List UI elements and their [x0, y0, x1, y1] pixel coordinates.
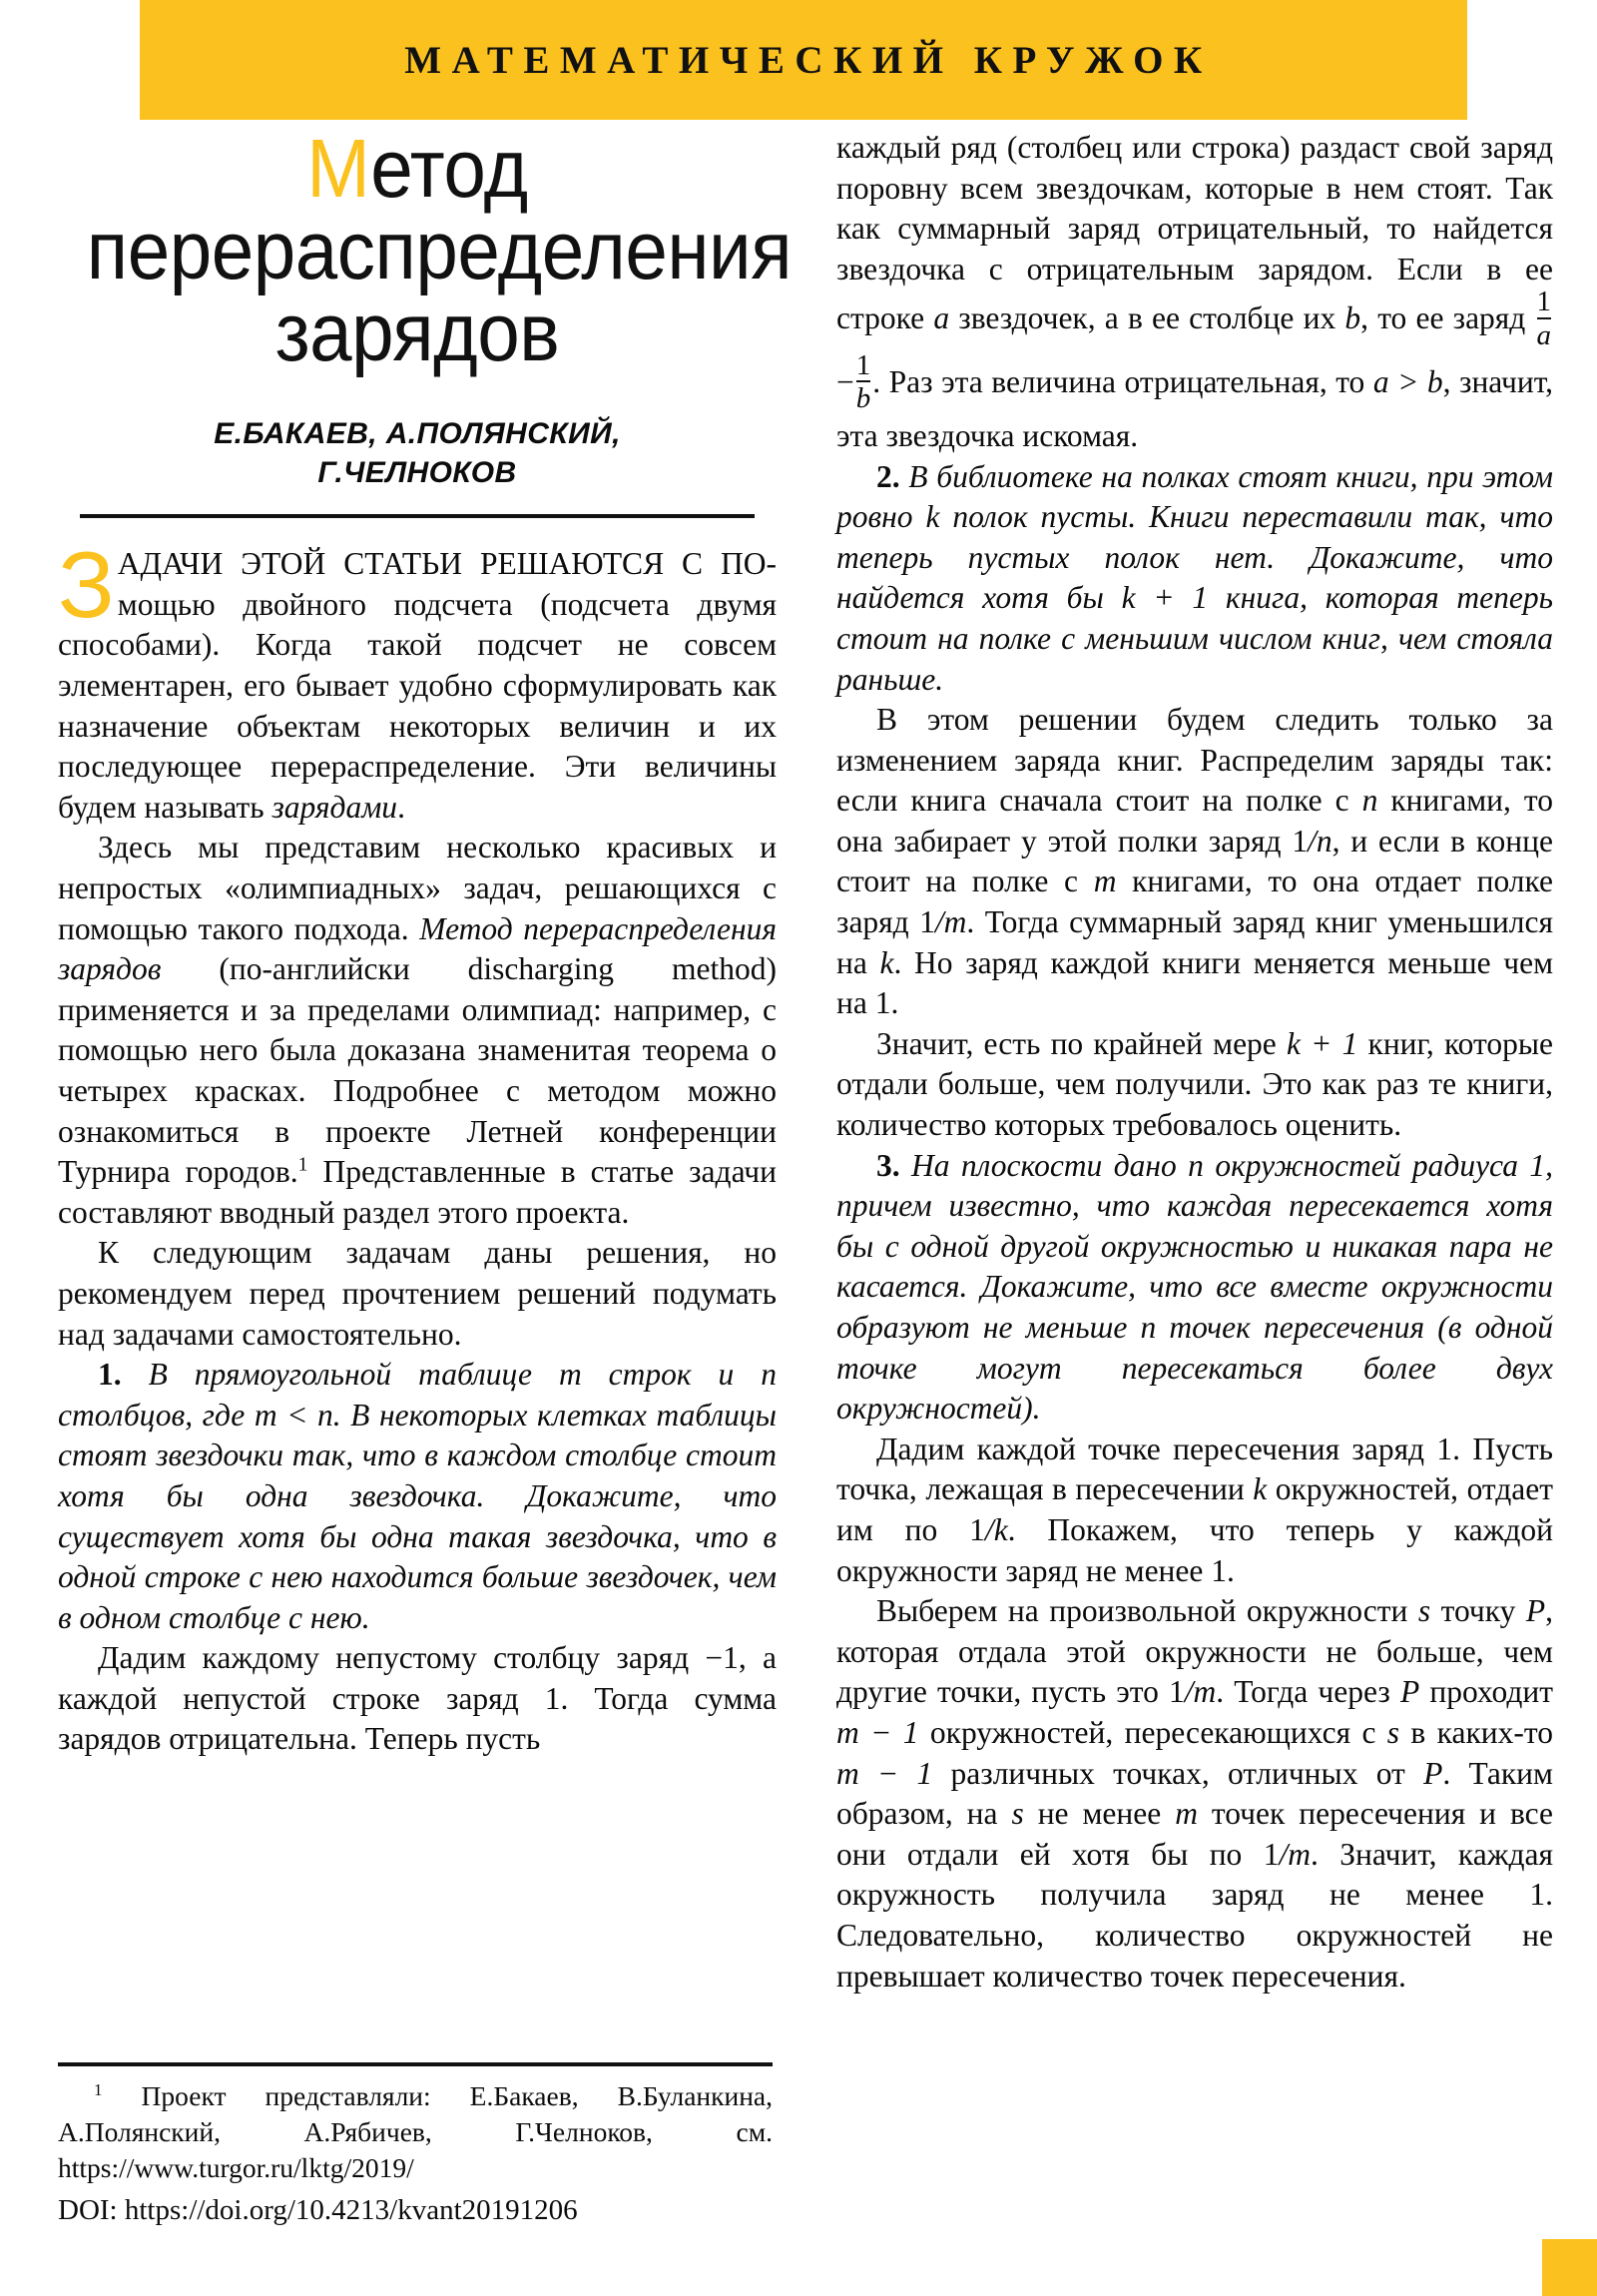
r1-inequality-2: a > b — [1372, 363, 1443, 399]
s3d-h: различных точках, отличных от — [932, 1755, 1424, 1791]
p2-part2: (по-английски discharging method) применяется и за пределами олимпиад: например, с помощью него была доказана знаменитая теорема о четырех красках. Подробнее с методом можно ознакомиться в проекте Летней конференции Турнира городов. — [58, 951, 777, 1190]
problem-1-text-b: строк и — [581, 1357, 762, 1393]
s3d-i: . Таким образом, на — [836, 1755, 1553, 1832]
doi-url[interactable]: https://doi.org/10.4213/kvant20191206 — [124, 2194, 578, 2226]
s2-var-m: m — [1093, 863, 1117, 899]
problem-3-number: 3. — [876, 1147, 900, 1183]
intro-paragraph — [58, 532, 777, 828]
p2-part1: Здесь мы представим несколько красивых и непростых «олимпиадных» задач, решающихся с помощью такого подхода. — [58, 830, 777, 946]
paragraph-3: К следующим задачам даны решения, но рекомендуем перед прочтением решений подумать над задачами самостоятельно. — [58, 1235, 777, 1352]
s3-var-s-2: s — [1386, 1714, 1400, 1750]
drop-cap: З — [58, 532, 115, 638]
s2-d: книгами, то она отдает полке заряд — [836, 863, 1553, 940]
s3d-e: проходит — [1419, 1674, 1553, 1710]
article-title — [86, 122, 793, 379]
intro-smallcaps: АДАЧИ ЭТОЙ СТАТЬИ РЕШАЮТСЯ С ПО- — [117, 546, 777, 582]
s3d-k: точек пересечения и все они отдали ей хотя бы по — [836, 1796, 1553, 1872]
fraction-1-over-k: 1/k — [969, 1511, 1008, 1547]
r1-var-a: a — [933, 300, 950, 336]
authors-line-2: Г.ЧЕЛНОКОВ — [317, 455, 517, 489]
s3-var-s: s — [1417, 1593, 1431, 1629]
s2g-expr: k + 1 — [1286, 1025, 1358, 1061]
s2-b: книгами, то она забирает у этой полки заряд — [836, 783, 1554, 859]
problem-2-text-c: книга, которая теперь стоит на полке с меньшим числом книг, чем стояла раньше. — [836, 580, 1553, 697]
s3-a: Дадим каждой точке пересечения заряд 1. Пусть точка, лежащая в пересечении — [836, 1431, 1553, 1507]
doi-line — [58, 2192, 773, 2228]
solution-2-paragraph-2 — [836, 1024, 1553, 1146]
s2-f: . Но заряд каждой книги меняется меньше чем на 1. — [836, 944, 1553, 1021]
s3-var-s-3: s — [1011, 1796, 1024, 1832]
fraction-minus-sign: − — [836, 363, 854, 399]
problem-2-expr-k-plus-1: k + 1 — [1121, 580, 1209, 616]
title-dropcap-letter: М — [306, 122, 371, 215]
problem-3 — [836, 1146, 1553, 1430]
problem-1-text-d: . В некоторых клетках таблицы стоят звездочки так, что в каждом столбце стоит хотя бы одна звездочка. Докажите, что существует хотя бы одна такая звездочка, что в одной строке с нею находится больше звездочек, чем в одном столбце с нею. — [58, 1397, 777, 1635]
right-paragraph-1 — [836, 128, 1553, 457]
footnote — [58, 2078, 773, 2186]
title-divider — [80, 514, 755, 518]
left-column — [58, 0, 793, 1760]
problem-2-number: 2. — [876, 458, 900, 494]
problem-3-var-n-2: n — [1140, 1310, 1157, 1345]
s3-expr-m-minus-1: m − 1 — [836, 1714, 919, 1750]
s3-point-P-3: P — [1423, 1755, 1443, 1791]
s3d-b: точку — [1430, 1593, 1526, 1629]
intro-italic-term: зарядами — [271, 789, 398, 825]
r1-part-e: , значит, эта звездочка искомая. — [836, 363, 1553, 453]
s3-var-m-2: m — [1175, 1796, 1198, 1832]
title-line-1-rest: етод — [370, 122, 528, 215]
solution-2-paragraph-1 — [836, 700, 1553, 1024]
fraction-1-over-n: 1/n — [1292, 823, 1332, 859]
problem-1-number: 1. — [98, 1357, 122, 1393]
s3d-l: . Значит, каждая окружность получила заряд не менее 1. Следовательно, количество окружностей не превышает количество точек пересечения. — [836, 1836, 1553, 1994]
footnote-text: Проект представляли: Е.Бакаев, В.Буланкина, А.Полянский, А.Рябичев, Г.Челноков, см. https://www.turgor.ru/lktg/2019/ — [58, 2080, 773, 2183]
problem-2-var-k: k — [925, 499, 940, 535]
s3-expr-m-minus-1-b: m − 1 — [836, 1755, 933, 1791]
s2-c: , и если в конце стоит на полке с — [836, 823, 1553, 899]
problem-2-text-b: полок пусты. Книги переставили так, что теперь пустых полок нет. Докажите, что найдется хотя бы — [836, 499, 1553, 616]
footnote-divider — [58, 2062, 773, 2066]
intro-rest: мощью двойного подсчета (подсчета двумя способами). Когда такой подсчет не совсем элементарен, его бывает удобно сформулировать как назначение объектам некоторых величин и их последующее перераспределение. Эти величины будем называть — [58, 586, 777, 825]
s2g-b: книг, которые отдали больше, чем получили. Это как раз те книги, количество которых требовалось оценить. — [836, 1025, 1553, 1143]
s3d-a: Выберем на произвольной окружности — [876, 1593, 1418, 1629]
r1-part-d: . Раз эта величина отрицательная, то — [872, 363, 1373, 399]
s2-e: . Тогда суммарный заряд книг уменьшился на — [836, 904, 1553, 980]
problem-1-text-c: столбцов, где — [58, 1397, 255, 1433]
problem-3-text-b: окружностей радиуса 1, причем известно, что каждая пересекается хотя бы с одной другой окружностью и никакая пара не касается. Докажите, что все вместе окружности образуют не меньше — [836, 1147, 1553, 1345]
rubric-title: МАТЕМАТИЧЕСКИЙ КРУЖОК — [404, 38, 1213, 82]
s3-b: окружностей, отдает им по — [836, 1471, 1554, 1547]
s3d-g: в каких-то — [1399, 1714, 1553, 1750]
r1-part-a: каждый ряд (столбец или строка) раздаст свой заряд поровну всем звездочкам, которые в нем стоят. Так как суммарный заряд отрицательный, то найдется звездочка с отрицательным зарядом. Если в ее строке — [836, 130, 1553, 336]
problem-3-text-c: точек пересечения (в одной точке могут пересекаться более двух окружностей). — [836, 1310, 1553, 1427]
s2-a: В этом решении будем следить только за изменением заряда книг. Распределим заряды так: если книга сначала стоит на полке с — [836, 702, 1553, 819]
title-line-3: зарядов — [274, 286, 560, 379]
problem-1-inequality: m < n — [254, 1397, 333, 1433]
s3-point-P: P — [1525, 1593, 1546, 1629]
s3d-c: , которая отдала этой окружности не больше, чем другие точки, пусть это — [836, 1593, 1553, 1710]
paragraph-2 — [58, 828, 777, 1233]
paragraph-4: Дадим каждому непустому столбцу заряд −1, а каждой непустой строке заряд 1. Тогда сумма зарядов отрицательна. Теперь пусть — [58, 1640, 777, 1757]
title-line-2: перераспределения — [86, 204, 793, 297]
s2-var-k: k — [879, 944, 894, 980]
p2-part3: Представленные в статье задачи составляют вводный раздел этого проекта. — [58, 1154, 777, 1230]
fraction-1-over-b: $\frac{1}{b}$ — [855, 348, 871, 415]
fraction-1-over-a: $\frac{1}{a}$ — [1536, 286, 1551, 351]
intro-tail: . — [397, 789, 405, 825]
page-corner-marker — [1542, 2239, 1597, 2296]
problem-1-text-a: В прямоугольной таблице — [121, 1357, 559, 1393]
s3-point-P-2: P — [1399, 1674, 1420, 1710]
solution-3-paragraph-1 — [836, 1430, 1553, 1591]
s2g-a: Значит, есть по крайней мере — [876, 1025, 1287, 1061]
r1-part-c: , то ее заряд — [1360, 300, 1535, 336]
r1-part-b: звездочек, а в ее столбце их — [949, 300, 1345, 336]
s3-var-k: k — [1253, 1471, 1268, 1507]
solution-3-paragraph-2 — [836, 1591, 1553, 1997]
doi-label: DOI: — [58, 2194, 118, 2226]
problem-3-text-a: На плоскости дано — [899, 1147, 1189, 1183]
s3d-d: . Тогда через — [1216, 1674, 1400, 1710]
problem-1-var-n: n — [761, 1357, 777, 1393]
s3-c: . Покажем, что теперь у каждой окружности заряд не менее 1. — [836, 1511, 1554, 1588]
s3d-f: окружностей, пересекающихся с — [918, 1714, 1387, 1750]
r1-var-b: b — [1344, 300, 1361, 336]
fraction-1-over-m: 1/m — [919, 904, 967, 940]
problem-2 — [836, 457, 1553, 701]
problem-3-var-n: n — [1188, 1147, 1204, 1183]
right-column — [836, 0, 1553, 1997]
fraction-1-over-m-3: 1/m — [1263, 1836, 1311, 1872]
s2-var-n: n — [1361, 783, 1378, 819]
authors-line-1: Е.БАКАЕВ, А.ПОЛЯНСКИЙ, — [214, 417, 621, 451]
authors — [58, 415, 777, 492]
footnote-marker-inline[interactable]: 1 — [297, 1154, 308, 1176]
s3d-j: не менее — [1023, 1796, 1176, 1832]
problem-1 — [58, 1355, 777, 1638]
p2-italic-method: Метод перераспределения зарядов — [58, 910, 777, 987]
footnote-number: 1 — [94, 2079, 103, 2099]
title-line-1 — [87, 122, 748, 215]
fraction-1-over-m-2: 1/m — [1169, 1674, 1217, 1710]
problem-1-var-m: m — [558, 1357, 582, 1393]
problem-2-text-a: В библиотеке на полках стоят книги, при этом ровно — [836, 458, 1553, 535]
